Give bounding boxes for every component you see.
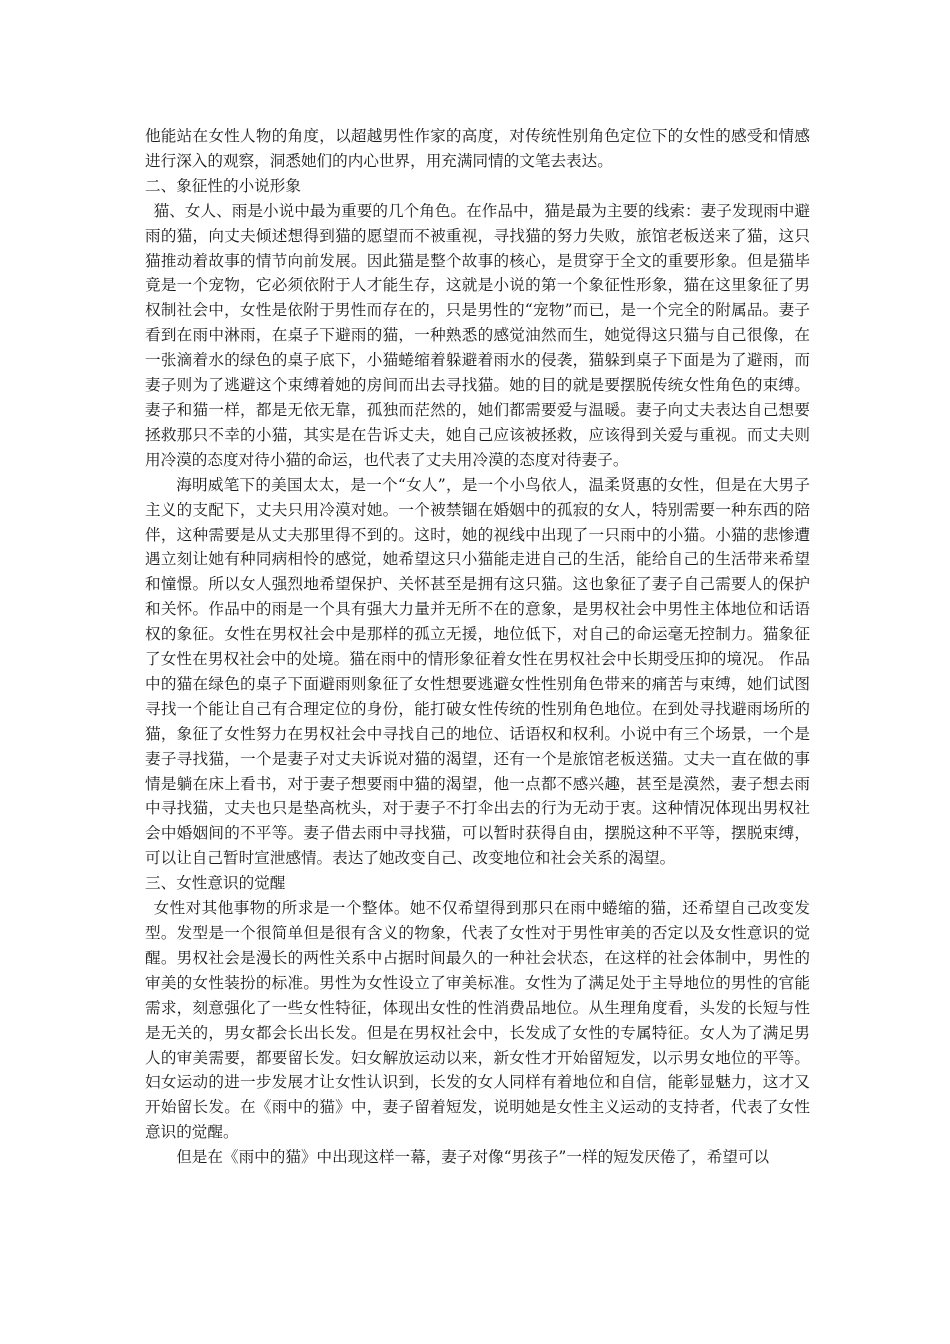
section-heading-symbolic-images: 二、象征性的小说形象 xyxy=(145,176,301,195)
paragraph-hairstyle: 女性对其他事物的所求是一个整体。她不仅希望得到那只在雨中蜷缩的猫，还希望自己改变发型。发型是一个很简单但是很有含义的物象，代表了女性对于男性审美的否定以及女性意识的觉醒。男权社会是漫长的两性关系中占据时间最久的一种社会状态，在这样的社会体制中，男性的审美的女性装扮的标准。男性为女性设立了审美标准。女性为了满足处于主导地位的男性的官能需求，刻意强化了一些女性特征，体现出女性的性消费品地位。从生理角度看，头发的长短与性是无关的，男女都会长出长发。但是在男权社会中，长发成了女性的专属特征。女人为了满足男人的审美需要，都要留长发。妇女解放运动以来，新女性才开始留短发，以示男女地位的平等。妇女运动的进一步发展才让女性认识到，长发的女人同样有着地位和自信，能彰显魅力，这才又开始留长发。在《雨中的猫》中，妻子留着短发，说明她是女性主义运动的支持者，代表了女性意识的觉醒。 xyxy=(145,899,810,1142)
document-page xyxy=(145,124,810,1170)
section-heading-female-awakening: 三、女性意识的觉醒 xyxy=(145,874,286,893)
paragraph-continuation: 他能站在女性人物的角度，以超越男性作家的高度，对传统性别角色定位下的女性的感受和情感进行深入的观察，洞悉她们的内心世界，用充满同情的文笔去表达。 xyxy=(145,127,810,170)
paragraph-cat-woman-rain: 猫、女人、雨是小说中最为重要的几个角色。在作品中，猫是最为主要的线索：妻子发现雨中避雨的猫，向丈夫倾述想得到猫的愿望而不被重视，寻找猫的努力失败，旅馆老板送来了猫，这只猫推动着故事的情节向前发展。因此猫是整个故事的核心，是贯穿于全文的重要形象。但是猫毕竟是一个宠物，它必须依附于人才能生存，这就是小说的第一个象征性形象，猫在这里象征了男权制社会中，女性是依附于男性而存在的，只是男性的“宠物”而已，是一个完全的附属品。妻子看到在雨中淋雨，在桌子下避雨的猫，一种熟悉的感觉油然而生，她觉得这只猫与自己很像，在一张滴着水的绿色的桌子底下，小猫蜷缩着躲避着雨水的侵袭，猫躲到桌子下面是为了避雨，而妻子则为了逃避这个束缚着她的房间而出去寻找猫。她的目的就是要摆脱传统女性角色的束缚。妻子和猫一样，都是无依无靠，孤独而茫然的，她们都需要爱与温暖。妻子向丈夫表达自己想要拯救那只不幸的小猫，其实是在告诉丈夫，她自己应该被拯救，应该得到关爱与重视。而丈夫则用冷漠的态度对待小猫的命运，也代表了丈夫用冷漠的态度对待妻子。 xyxy=(145,201,810,469)
paragraph-short-hair: 但是在《雨中的猫》中出现这样一幕，妻子对像“男孩子”一样的短发厌倦了，希望可以 xyxy=(176,1148,770,1167)
paragraph-american-wife: 海明威笔下的美国太太，是一个“女人”，是一个小鸟依人，温柔贤惠的女性，但是在大男子主义的支配下，丈夫只用冷漠对她。一个被禁锢在婚姻中的孤寂的女人，特别需要一种东西的陪伴，这种需要是从丈夫那里得不到的。这时，她的视线中出现了一只雨中的小猫。小猫的悲惨遭遇立刻让她有种同病相怜的感觉，她希望这只小猫能走进自己的生活，能给自己的生活带来希望和憧憬。所以女人强烈地希望保护、关怀甚至是拥有这只猫。这也象征了妻子自己需要人的保护和关怀。作品中的雨是一个具有强大力量并无所不在的意象，是男权社会中男性主体地位和话语权的象征。女性在男权社会中是那样的孤立无援，地位低下，对自己的命运毫无控制力。猫象征了女性在男权社会中的处境。猫在雨中的情形象征着女性在男权社会中长期受压抑的境况。 作品中的猫在绿色的桌子下面避雨则象征了女性想要逃避女性性别角色带来的痛苦与束缚，她们试图寻找一个能让自己有合理定位的身份，能打破女性传统的性别角色地位。在到处寻找避雨场所的猫，象征了女性努力在男权社会中寻找自己的地位、话语权和权利。小说中有三个场景，一个是妻子寻找猫，一个是妻子对丈夫诉说对猫的渴望，还有一个是旅馆老板送猫。丈夫一直在做的事情是躺在床上看书，对于妻子想要雨中猫的渴望，他一点都不感兴趣，甚至是漠然，妻子想去雨中寻找猫，丈夫也只是垫高枕头，对于妻子不打伞出去的行为无动于衷。这种情况体现出男权社会中婚姻间的不平等。妻子借去雨中寻找猫，可以暂时获得自由，摆脱这种不平等，摆脱束缚，可以让自己暂时宣泄感情。表达了她改变自己、改变地位和社会关系的渴望。 xyxy=(145,475,810,868)
